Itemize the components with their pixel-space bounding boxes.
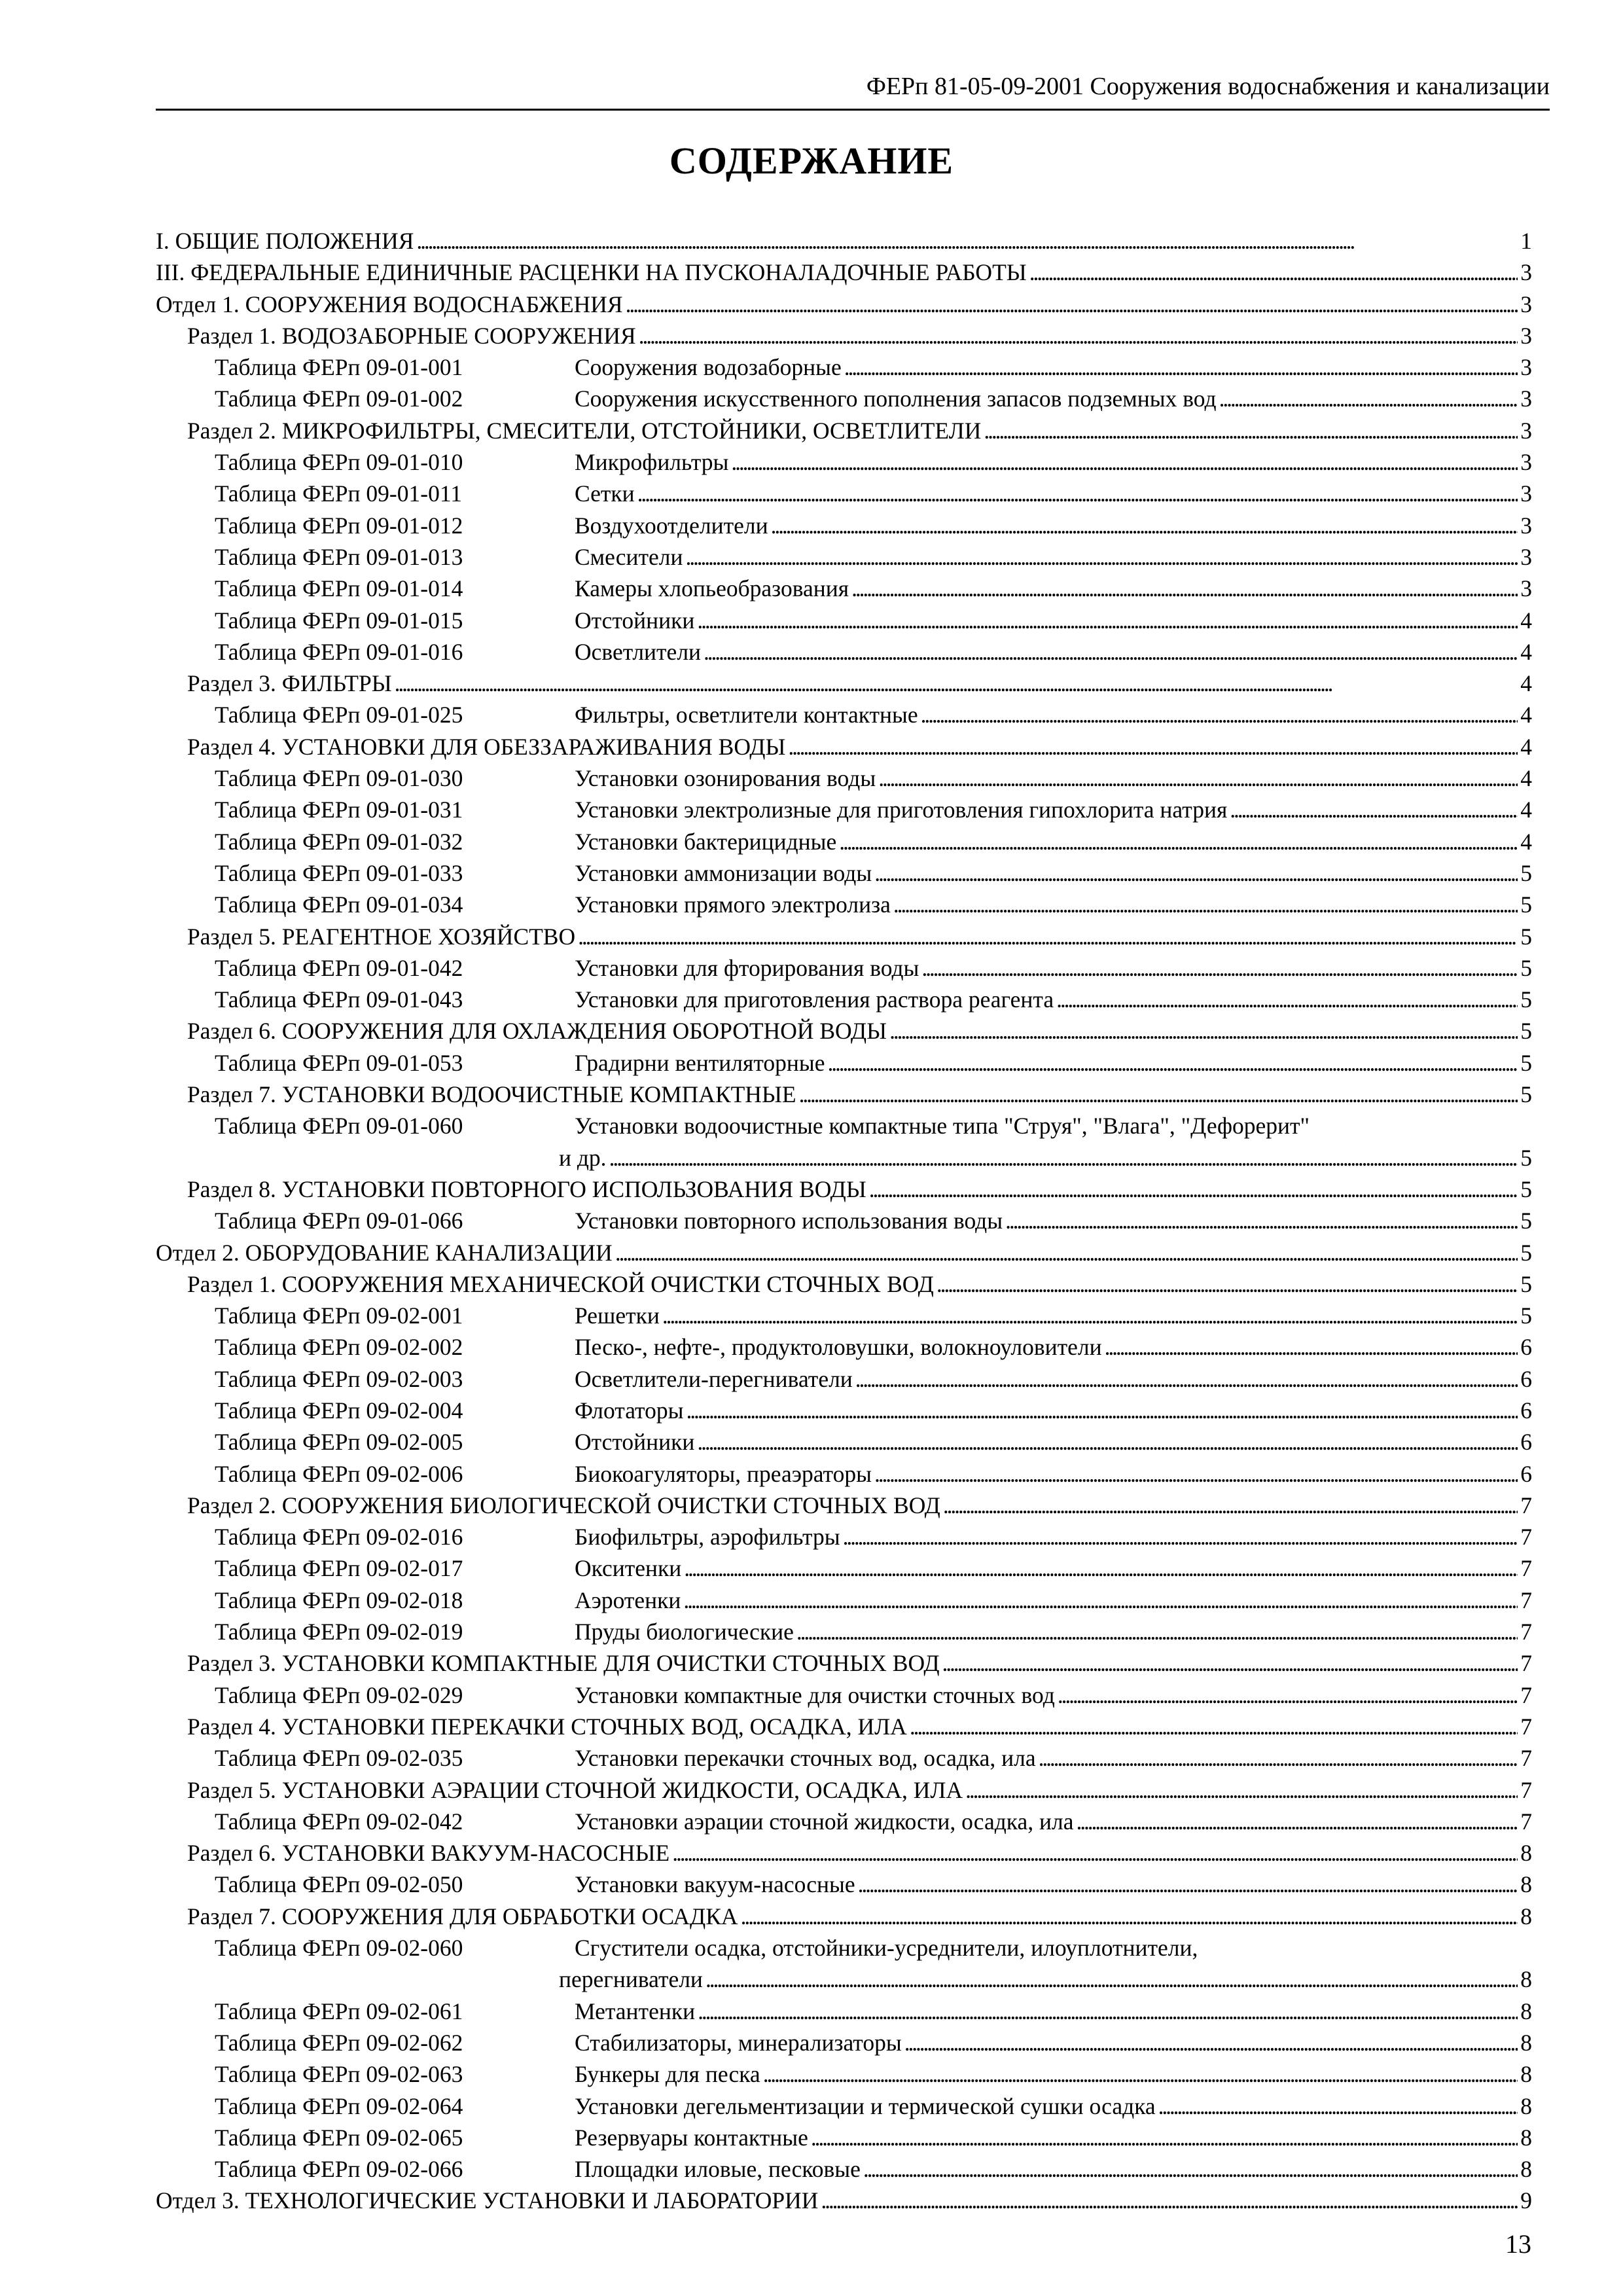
toc-entry-code: Таблица ФЕРп 09-02-042	[215, 1808, 463, 1835]
toc-entry-code: Таблица ФЕРп 09-02-066	[215, 2156, 463, 2183]
toc-entry[interactable]	[156, 984, 1532, 1015]
toc-entry[interactable]	[156, 1300, 1532, 1331]
toc-entry-title: Биофильтры, аэрофильтры	[575, 1524, 840, 1551]
header-rule	[156, 109, 1550, 111]
toc-entry-page: 4	[1520, 733, 1532, 760]
toc-leader-dots	[731, 446, 1518, 478]
toc-entry-page: 3	[1520, 449, 1532, 476]
toc-leader-dots	[672, 1837, 1518, 1869]
toc-entry[interactable]	[156, 921, 1532, 952]
toc-entry-page: 5	[1520, 923, 1532, 950]
toc-entry-page: 4	[1520, 638, 1532, 665]
toc-entry[interactable]	[156, 731, 1532, 762]
toc-entry[interactable]	[156, 225, 1532, 257]
toc-leader-dots	[1219, 383, 1518, 414]
toc-entry-title: Установки водоочистные компактные типа "Струя", "Влага", "Дефорерит"	[575, 1113, 1310, 1139]
toc-entry-title: Отстойники	[575, 1429, 695, 1456]
toc-leader-dots	[858, 1869, 1518, 1900]
toc-leader-dots	[874, 857, 1518, 889]
toc-entry-title: Раздел 4. УСТАНОВКИ ДЛЯ ОБЕЗЗАРАЖИВАНИЯ ВОДЫ	[187, 733, 786, 760]
toc-entry-code: Таблица ФЕРп 09-01-001	[215, 354, 463, 381]
toc-leader-dots	[943, 1490, 1518, 1521]
toc-entry-code: Таблица ФЕРп 09-01-016	[215, 638, 463, 665]
toc-leader-dots	[771, 510, 1518, 541]
toc-entry-code: Таблица ФЕРп 09-01-032	[215, 828, 463, 855]
toc-entry-page: 7	[1520, 1587, 1532, 1613]
toc-leader-dots	[788, 731, 1518, 762]
toc-leader-dots	[1039, 1742, 1518, 1774]
toc-entry-page: 7	[1520, 1619, 1532, 1645]
toc-entry-code: Таблица ФЕРп 09-02-018	[215, 1587, 463, 1613]
toc-entry[interactable]	[156, 1237, 1532, 1268]
toc-entry-code: Таблица ФЕРп 09-01-030	[215, 765, 463, 792]
toc-entry[interactable]	[156, 1552, 1532, 1584]
toc-leader-dots	[639, 320, 1518, 351]
toc-entry-page: 6	[1520, 1429, 1532, 1456]
toc-entry[interactable]	[156, 510, 1532, 541]
toc-entry-title: Раздел 4. УСТАНОВКИ ПЕРЕКАЧКИ СТОЧНЫХ ВОД, ОСАДКА, ИЛА	[187, 1713, 907, 1740]
table-of-contents	[156, 225, 1532, 2217]
toc-entry-page: 8	[1520, 1998, 1532, 2024]
toc-entry-page: 7	[1520, 1524, 1532, 1551]
toc-entry-code: Таблица ФЕРп 09-01-031	[215, 797, 463, 823]
toc-entry[interactable]	[156, 1679, 1532, 1711]
toc-entry-title: Установки аммонизации воды	[575, 859, 872, 886]
toc-entry-title: Раздел 5. РЕАГЕНТНОЕ ХОЗЯЙСТВО	[187, 923, 576, 950]
toc-entry[interactable]	[156, 383, 1532, 414]
toc-entry-title: Установки дегельментизации и термической сушки осадка	[575, 2092, 1156, 2119]
toc-leader-dots	[1056, 984, 1518, 1015]
toc-entry-page: 1	[1520, 228, 1532, 254]
toc-entry-code: Таблица ФЕРп 09-02-035	[215, 1745, 463, 1772]
toc-entry[interactable]	[156, 1268, 1532, 1300]
toc-leader-dots	[874, 1458, 1518, 1490]
toc-entry-code: Таблица ФЕРп 09-01-025	[215, 702, 463, 728]
toc-entry-title: Раздел 3. УСТАНОВКИ КОМПАКТНЫЕ ДЛЯ ОЧИСТКИ СТОЧНЫХ ВОД	[187, 1650, 940, 1677]
toc-leader-dots	[936, 1268, 1518, 1300]
toc-entry-page: 8	[1520, 1903, 1532, 1929]
page-title: СОДЕРЖАНИЕ	[669, 139, 954, 182]
toc-leader-dots	[698, 1996, 1518, 2027]
toc-entry-code: Таблица ФЕРп 09-02-006	[215, 1460, 463, 1487]
toc-leader-dots	[828, 1047, 1518, 1079]
toc-entry-title: Метантенки	[575, 1998, 696, 2024]
toc-entry-page: 5	[1520, 891, 1532, 918]
toc-entry-continuation-line[interactable]	[156, 1964, 1532, 1995]
toc-entry[interactable]	[156, 762, 1532, 794]
toc-entry-code: Таблица ФЕРп 09-01-042	[215, 954, 463, 981]
toc-entry-page: 4	[1520, 670, 1532, 697]
toc-entry-title: Раздел 3. ФИЛЬТРЫ	[187, 670, 392, 697]
toc-entry-page: 3	[1520, 291, 1532, 317]
toc-entry[interactable]	[156, 952, 1532, 984]
toc-entry-page: 9	[1520, 2187, 1532, 2214]
toc-entry-page: 5	[1520, 1081, 1532, 1108]
toc-entry-page: 5	[1520, 1302, 1532, 1329]
toc-entry[interactable]	[156, 573, 1532, 604]
page-number: 13	[1505, 2229, 1531, 2259]
toc-entry-title: Раздел 7. УСТАНОВКИ ВОДООЧИСТНЫЕ КОМПАКТНЫЕ	[187, 1081, 796, 1108]
toc-entry-code: Таблица ФЕРп 09-01-034	[215, 891, 463, 918]
toc-leader-dots	[704, 636, 1518, 668]
toc-entry-page: 8	[1520, 1840, 1532, 1867]
toc-entry-title: Раздел 8. УСТАНОВКИ ПОВТОРНОГО ИСПОЛЬЗОВАНИЯ ВОДЫ	[187, 1175, 866, 1202]
toc-leader-dots	[763, 2058, 1518, 2090]
toc-leader-dots	[1230, 794, 1518, 825]
toc-entry-page: 3	[1520, 575, 1532, 602]
toc-leader-dots	[1005, 1205, 1518, 1236]
toc-entry[interactable]	[156, 2058, 1532, 2090]
toc-entry-title: Камеры хлопьеобразования	[575, 575, 849, 602]
toc-leader-dots	[662, 1300, 1518, 1331]
toc-leader-dots	[984, 415, 1518, 446]
toc-entry-title: Установки повторного использования воды	[575, 1208, 1003, 1234]
toc-leader-dots	[965, 1774, 1518, 1806]
toc-entry[interactable]	[156, 1742, 1532, 1774]
toc-leader-dots	[578, 921, 1518, 952]
toc-leader-dots	[878, 762, 1518, 794]
toc-entry-title: Раздел 5. УСТАНОВКИ АЭРАЦИИ СТОЧНОЙ ЖИДКОСТИ, ОСАДКА, ИЛА	[187, 1776, 963, 1803]
toc-entry-code: Таблица ФЕРп 09-02-063	[215, 2061, 463, 2088]
toc-entry-page: 6	[1520, 1365, 1532, 1392]
toc-entry-page: 8	[1520, 1871, 1532, 1898]
toc-entry[interactable]	[156, 1616, 1532, 1647]
toc-entry[interactable]	[156, 1521, 1532, 1552]
toc-entry[interactable]	[156, 1869, 1532, 1900]
toc-entry[interactable]	[156, 289, 1532, 320]
toc-entry[interactable]	[156, 2185, 1532, 2216]
toc-entry[interactable]	[156, 1458, 1532, 1490]
toc-entry-code: Таблица ФЕРп 09-02-050	[215, 1871, 463, 1898]
toc-entry-title: Микрофильтры	[575, 449, 729, 476]
toc-entry-title: Установки аэрации сточной жидкости, осадка, ила	[575, 1808, 1074, 1835]
toc-entry-title: Осветлители-перегниватели	[575, 1365, 853, 1392]
toc-entry[interactable]	[156, 636, 1532, 668]
toc-leader-dots	[686, 1395, 1518, 1426]
toc-entry-title: III. ФЕДЕРАЛЬНЫЕ ЕДИНИЧНЫЕ РАСЦЕНКИ НА ПУСКОНАЛАДОЧНЫЕ РАБОТЫ	[156, 259, 1027, 286]
toc-entry-page: 8	[1520, 2061, 1532, 2088]
toc-entry-code: Таблица ФЕРп 09-02-062	[215, 2029, 463, 2056]
toc-entry[interactable]	[156, 1932, 1532, 1964]
toc-entry-page: 5	[1520, 1049, 1532, 1076]
toc-entry[interactable]	[156, 2122, 1532, 2153]
toc-entry-title: Установки для приготовления раствора реагента	[575, 986, 1054, 1013]
toc-entry-page: 5	[1520, 1270, 1532, 1297]
toc-entry-title: Раздел 1. СООРУЖЕНИЯ МЕХАНИЧЕСКОЙ ОЧИСТКИ СТОЧНЫХ ВОД	[187, 1270, 934, 1297]
toc-entry-code: Таблица ФЕРп 09-01-012	[215, 512, 463, 539]
toc-entry-code: Таблица ФЕРп 09-01-043	[215, 986, 463, 1013]
toc-entry-page: 7	[1520, 1650, 1532, 1677]
toc-entry[interactable]	[156, 1395, 1532, 1426]
toc-leader-dots	[796, 1616, 1518, 1647]
toc-entry-page: 4	[1520, 797, 1532, 823]
toc-leader-dots	[416, 225, 1518, 257]
toc-entry-code: Таблица ФЕРп 09-02-061	[215, 1998, 463, 2024]
toc-entry-page: 4	[1520, 607, 1532, 634]
toc-entry[interactable]	[156, 1647, 1532, 1679]
toc-entry-title: Осветлители	[575, 638, 702, 665]
toc-entry-page: 8	[1520, 1966, 1532, 1993]
toc-entry-page: 5	[1520, 1239, 1532, 1266]
toc-entry[interactable]	[156, 699, 1532, 730]
toc-entry-title: Пруды биологические	[575, 1619, 794, 1645]
toc-entry[interactable]	[156, 446, 1532, 478]
running-header: ФЕРп 81-05-09-2001 Сооружения водоснабжения и канализации	[866, 73, 1550, 100]
toc-leader-dots	[811, 2122, 1518, 2153]
toc-entry-continuation: и др.	[559, 1144, 607, 1171]
toc-entry-page: 4	[1520, 765, 1532, 792]
toc-leader-dots	[686, 541, 1518, 573]
toc-entry-page: 7	[1520, 1776, 1532, 1803]
toc-entry[interactable]	[156, 541, 1532, 573]
toc-leader-dots	[684, 1552, 1518, 1584]
toc-leader-dots	[799, 1079, 1518, 1110]
toc-entry-page: 5	[1520, 954, 1532, 981]
toc-entry[interactable]	[156, 415, 1532, 446]
toc-entry-title: Аэротенки	[575, 1587, 681, 1613]
toc-entry-code: Таблица ФЕРп 09-02-060	[215, 1935, 463, 1962]
toc-entry[interactable]	[156, 1711, 1532, 1742]
toc-entry[interactable]	[156, 1837, 1532, 1869]
toc-entry[interactable]	[156, 1015, 1532, 1047]
toc-leader-dots	[626, 289, 1518, 320]
toc-entry-title: Отдел 1. СООРУЖЕНИЯ ВОДОСНАБЖЕНИЯ	[156, 291, 623, 317]
toc-entry[interactable]	[156, 2090, 1532, 2122]
toc-entry-code: Таблица ФЕРп 09-02-029	[215, 1681, 463, 1708]
toc-entry-title: Отстойники	[575, 607, 695, 634]
toc-leader-dots	[843, 1521, 1518, 1552]
toc-entry-code: Таблица ФЕРп 09-02-064	[215, 2092, 463, 2119]
toc-leader-dots	[855, 1363, 1518, 1395]
toc-entry-title: Установки для фторирования воды	[575, 954, 919, 981]
toc-entry-page: 3	[1520, 322, 1532, 349]
toc-leader-dots	[1105, 1331, 1518, 1363]
toc-entry-code: Таблица ФЕРп 09-02-003	[215, 1365, 463, 1392]
toc-entry-page: 8	[1520, 2124, 1532, 2151]
toc-entry-continuation-line[interactable]	[156, 1142, 1532, 1174]
toc-entry[interactable]	[156, 1174, 1532, 1205]
toc-entry-page: 3	[1520, 543, 1532, 570]
toc-leader-dots	[609, 1142, 1518, 1174]
toc-leader-dots	[1029, 257, 1518, 288]
toc-entry-title: Раздел 6. УСТАНОВКИ ВАКУУМ-НАСОСНЫЕ	[187, 1840, 670, 1867]
toc-entry-title: Окситенки	[575, 1555, 682, 1582]
toc-entry-title: Установки компактные для очистки сточных вод	[575, 1681, 1055, 1708]
toc-entry-page: 5	[1520, 986, 1532, 1013]
toc-entry[interactable]	[156, 1047, 1532, 1079]
toc-entry-code: Таблица ФЕРп 09-01-053	[215, 1049, 463, 1076]
toc-entry[interactable]	[156, 2027, 1532, 2058]
toc-leader-dots	[863, 2153, 1518, 2185]
toc-entry-code: Таблица ФЕРп 09-01-014	[215, 575, 463, 602]
toc-entry-page: 5	[1520, 859, 1532, 886]
toc-entry-page: 7	[1520, 1492, 1532, 1518]
toc-entry-code: Таблица ФЕРп 09-01-060	[215, 1113, 463, 1139]
toc-leader-dots	[615, 1237, 1518, 1268]
toc-leader-dots	[1076, 1806, 1518, 1837]
toc-leader-dots	[683, 1585, 1518, 1616]
toc-entry-title: Раздел 2. СООРУЖЕНИЯ БИОЛОГИЧЕСКОЙ ОЧИСТКИ СТОЧНЫХ ВОД	[187, 1492, 940, 1518]
toc-entry-title: Установки прямого электролиза	[575, 891, 891, 918]
toc-entry-title: Градирни вентиляторные	[575, 1049, 825, 1076]
toc-entry-page: 8	[1520, 2156, 1532, 2183]
toc-leader-dots	[851, 573, 1518, 604]
toc-entry-title: Установки бактерицидные	[575, 828, 837, 855]
toc-entry[interactable]	[156, 351, 1532, 383]
toc-entry-code: Таблица ФЕРп 09-02-019	[215, 1619, 463, 1645]
toc-entry-code: Таблица ФЕРп 09-01-013	[215, 543, 463, 570]
toc-entry-title: Биокоагуляторы, преаэраторы	[575, 1460, 872, 1487]
toc-entry-title: Раздел 7. СООРУЖЕНИЯ ДЛЯ ОБРАБОТКИ ОСАДКА	[187, 1903, 738, 1929]
toc-leader-dots	[889, 1015, 1518, 1047]
toc-entry-title: Установки перекачки сточных вод, осадка, ила	[575, 1745, 1036, 1772]
toc-leader-dots	[697, 605, 1518, 636]
toc-entry-code: Таблица ФЕРп 09-01-002	[215, 386, 463, 412]
toc-entry-page: 5	[1520, 1208, 1532, 1234]
toc-entry-title: Бункеры для песка	[575, 2061, 760, 2088]
toc-leader-dots	[921, 952, 1518, 984]
toc-entry-code: Таблица ФЕРп 09-01-011	[215, 480, 463, 507]
toc-entry-page: 7	[1520, 1745, 1532, 1772]
toc-entry-title: Сооружения искусственного пополнения запасов подземных вод	[575, 386, 1217, 412]
toc-entry-title: Воздухоотделители	[575, 512, 768, 539]
toc-entry[interactable]	[156, 1996, 1532, 2027]
toc-leader-dots	[839, 826, 1518, 857]
toc-leader-dots	[741, 1901, 1518, 1932]
toc-entry-code: Таблица ФЕРп 09-02-065	[215, 2124, 463, 2151]
toc-entry-continuation: перегниватели	[559, 1966, 703, 1993]
toc-entry[interactable]	[156, 1079, 1532, 1110]
toc-leader-dots	[893, 889, 1518, 920]
toc-entry[interactable]	[156, 605, 1532, 636]
toc-entry-page: 3	[1520, 512, 1532, 539]
toc-entry-code: Таблица ФЕРп 09-02-004	[215, 1397, 463, 1424]
toc-leader-dots	[904, 2027, 1518, 2058]
toc-leader-dots	[869, 1174, 1518, 1205]
toc-entry[interactable]	[156, 1363, 1532, 1395]
toc-entry[interactable]	[156, 1806, 1532, 1837]
toc-entry[interactable]	[156, 320, 1532, 351]
toc-entry[interactable]	[156, 1205, 1532, 1236]
toc-entry-page: 7	[1520, 1713, 1532, 1740]
toc-entry-page: 6	[1520, 1460, 1532, 1487]
toc-entry-title: Смесители	[575, 543, 683, 570]
toc-entry-title: Решетки	[575, 1302, 660, 1329]
toc-entry-code: Таблица ФЕРп 09-01-066	[215, 1208, 463, 1234]
toc-entry-page: 5	[1520, 1175, 1532, 1202]
toc-entry-page: 4	[1520, 828, 1532, 855]
toc-entry-page: 7	[1520, 1555, 1532, 1582]
toc-entry-page: 3	[1520, 417, 1532, 444]
toc-entry[interactable]	[156, 1585, 1532, 1616]
toc-entry-code: Таблица ФЕРп 09-02-001	[215, 1302, 463, 1329]
toc-entry-page: 3	[1520, 386, 1532, 412]
toc-entry-code: Таблица ФЕРп 09-01-010	[215, 449, 463, 476]
toc-entry[interactable]	[156, 1331, 1532, 1363]
toc-entry-code: Таблица ФЕРп 09-02-002	[215, 1334, 463, 1361]
toc-entry-title: I. ОБЩИЕ ПОЛОЖЕНИЯ	[156, 228, 414, 254]
toc-leader-dots	[844, 351, 1518, 383]
toc-entry-code: Таблица ФЕРп 09-01-015	[215, 607, 463, 634]
toc-entry-title: Резервуары контактные	[575, 2124, 808, 2151]
toc-entry-title: Раздел 1. ВОДОЗАБОРНЫЕ СООРУЖЕНИЯ	[187, 322, 636, 349]
toc-entry-title: Сооружения водозаборные	[575, 354, 842, 381]
toc-entry-title: Отдел 3. ТЕХНОЛОГИЧЕСКИЕ УСТАНОВКИ И ЛАБОРАТОРИИ	[156, 2187, 819, 2214]
toc-entry-title: Сетки	[575, 480, 635, 507]
toc-entry[interactable]	[156, 668, 1532, 699]
toc-entry[interactable]	[156, 1490, 1532, 1521]
toc-leader-dots	[942, 1647, 1518, 1679]
toc-entry[interactable]	[156, 1901, 1532, 1932]
toc-leader-dots	[921, 699, 1518, 730]
toc-leader-dots	[395, 668, 1518, 699]
toc-entry-title: Сгустители осадка, отстойники-усреднители, илоуплотнители,	[575, 1935, 1198, 1962]
toc-entry[interactable]	[156, 889, 1532, 920]
toc-entry-title: Фильтры, осветлители контактные	[575, 702, 918, 728]
toc-entry-page: 5	[1520, 1144, 1532, 1171]
toc-leader-dots	[705, 1964, 1518, 1995]
toc-entry-page: 8	[1520, 2092, 1532, 2119]
toc-entry-title: Площадки иловые, песковые	[575, 2156, 861, 2183]
toc-entry-code: Таблица ФЕРп 09-02-005	[215, 1429, 463, 1456]
toc-entry-page: 4	[1520, 702, 1532, 728]
toc-entry-code: Таблица ФЕРп 09-01-033	[215, 859, 463, 886]
toc-entry[interactable]	[156, 794, 1532, 825]
toc-entry-page: 3	[1520, 354, 1532, 381]
toc-entry-title: Флотаторы	[575, 1397, 684, 1424]
toc-entry-title: Раздел 6. СООРУЖЕНИЯ ДЛЯ ОХЛАЖДЕНИЯ ОБОРОТНОЙ ВОДЫ	[187, 1018, 887, 1045]
toc-leader-dots	[821, 2185, 1518, 2216]
toc-entry-title: Установки озонирования воды	[575, 765, 876, 792]
toc-leader-dots	[1158, 2090, 1518, 2122]
toc-entry[interactable]	[156, 1774, 1532, 1806]
toc-entry[interactable]	[156, 826, 1532, 857]
toc-entry-title: Отдел 2. ОБОРУДОВАНИЕ КАНАЛИЗАЦИИ	[156, 1239, 613, 1266]
toc-entry-page: 5	[1520, 1018, 1532, 1045]
toc-entry[interactable]	[156, 857, 1532, 889]
toc-entry[interactable]	[156, 1110, 1532, 1141]
toc-entry-page: 8	[1520, 2029, 1532, 2056]
toc-entry-page: 6	[1520, 1334, 1532, 1361]
toc-entry-title: Стабилизаторы, минерализаторы	[575, 2029, 902, 2056]
toc-entry-code: Таблица ФЕРп 09-02-017	[215, 1555, 463, 1582]
toc-entry-page: 3	[1520, 259, 1532, 286]
toc-entry-title: Установки электролизные для приготовления гипохлорита натрия	[575, 797, 1228, 823]
toc-leader-dots	[697, 1426, 1518, 1458]
toc-leader-dots	[910, 1711, 1518, 1742]
toc-entry-page: 6	[1520, 1397, 1532, 1424]
toc-entry-page: 7	[1520, 1808, 1532, 1835]
toc-entry-title: Раздел 2. МИКРОФИЛЬТРЫ, СМЕСИТЕЛИ, ОТСТОЙНИКИ, ОСВЕТЛИТЕЛИ	[187, 417, 982, 444]
toc-entry[interactable]	[156, 1426, 1532, 1458]
toc-leader-dots	[637, 478, 1518, 509]
toc-leader-dots	[1058, 1679, 1518, 1711]
toc-entry-page: 7	[1520, 1681, 1532, 1708]
toc-entry-code: Таблица ФЕРп 09-02-016	[215, 1524, 463, 1551]
toc-entry-title: Песко-, нефте-, продуктоловушки, волокноуловители	[575, 1334, 1102, 1361]
toc-entry[interactable]	[156, 257, 1532, 288]
toc-entry[interactable]	[156, 2153, 1532, 2185]
toc-entry-page: 3	[1520, 480, 1532, 507]
toc-entry[interactable]	[156, 478, 1532, 509]
toc-entry-title: Установки вакуум-насосные	[575, 1871, 855, 1898]
